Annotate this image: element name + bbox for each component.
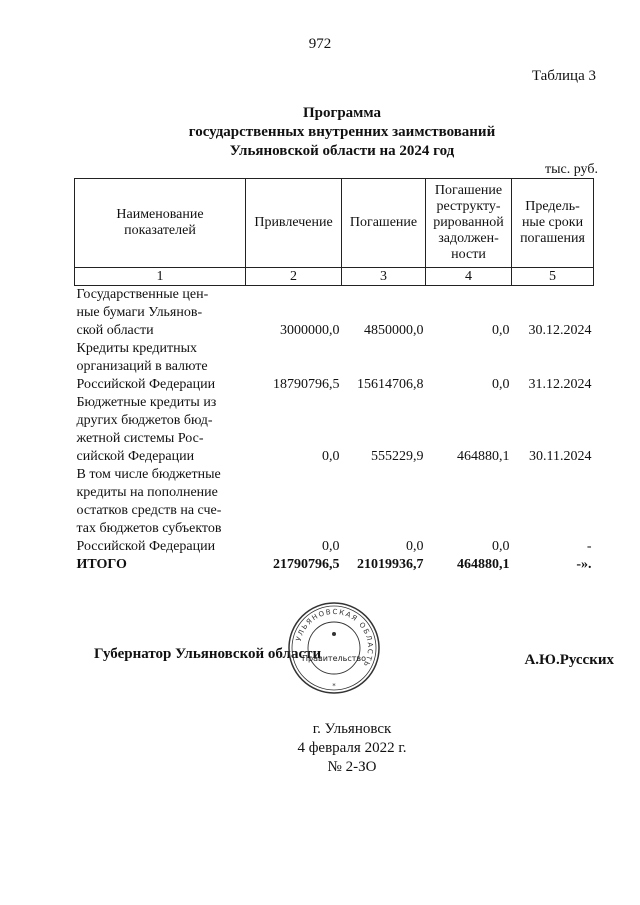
row-restructured: 0,0 xyxy=(492,539,510,554)
row-repayment: 15614706,8 xyxy=(357,377,424,392)
table-header-row xyxy=(75,179,594,268)
row-repayment: 0,0 xyxy=(406,539,424,554)
svg-text:Правительство: Правительство xyxy=(302,654,366,663)
table-label: Таблица 3 xyxy=(531,68,596,84)
svg-text:УЛЬЯНОВСКАЯ ОБЛАСТЬ: УЛЬЯНОВСКАЯ ОБЛАСТЬ xyxy=(294,607,375,669)
title-line-1: Программа xyxy=(303,105,381,121)
total-row xyxy=(75,556,594,574)
header-repayment: Погашение xyxy=(342,179,426,268)
header-name: Наименование показателей xyxy=(75,179,246,268)
row-name: В том числе бюджетные кредиты на пополнение остатков средств на сче- тах бюджетов субъектов Российской Федерации xyxy=(76,467,222,554)
row-deadline: - xyxy=(586,539,592,554)
row-attraction: 18790796,5 xyxy=(273,377,340,392)
header-deadline: Предель- ные сроки погашения xyxy=(512,179,594,268)
footer-city: г. Ульяновск xyxy=(312,721,392,737)
total-name: ИТОГО xyxy=(76,557,127,572)
row-attraction: 0,0 xyxy=(322,539,340,554)
page-number: 972 xyxy=(308,36,332,52)
row-repayment: 4850000,0 xyxy=(364,323,424,338)
units-label: тыс. руб. xyxy=(545,162,598,177)
table-row xyxy=(75,340,594,394)
total-restructured: 464880,1 xyxy=(457,557,510,572)
signatory-name: А.Ю.Русских xyxy=(524,652,614,668)
row-attraction: 0,0 xyxy=(322,449,340,464)
table-row xyxy=(75,286,594,341)
official-seal-icon xyxy=(286,600,382,696)
total-deadline: -». xyxy=(576,557,592,572)
column-number: 1 xyxy=(75,268,246,286)
row-restructured: 0,0 xyxy=(492,323,510,338)
row-attraction: 3000000,0 xyxy=(280,323,340,338)
row-deadline: 30.11.2024 xyxy=(529,449,592,464)
row-name: Бюджетные кредиты из других бюджетов бюд- жетной системы Рос- сийской Федерации xyxy=(76,395,217,464)
column-number: 2 xyxy=(246,268,342,286)
row-repayment: 555229,9 xyxy=(371,449,424,464)
title-line-2: государственных внутренних заимствований xyxy=(188,124,496,140)
row-restructured: 464880,1 xyxy=(457,449,510,464)
column-number-row xyxy=(75,268,594,286)
document-footer xyxy=(220,720,484,777)
column-number: 4 xyxy=(426,268,512,286)
document-title xyxy=(0,104,640,161)
total-repayment: 21019936,7 xyxy=(357,557,424,572)
row-restructured: 0,0 xyxy=(492,377,510,392)
column-number: 3 xyxy=(342,268,426,286)
signature-position: Губернатор Ульяновской области xyxy=(94,646,322,662)
header-attraction: Привлечение xyxy=(246,179,342,268)
row-name: Кредиты кредитных организаций в валюте Российской Федерации xyxy=(76,341,216,392)
row-deadline: 30.12.2024 xyxy=(528,323,592,338)
borrowing-table xyxy=(74,178,594,574)
table-row xyxy=(75,466,594,556)
footer-date: 4 февраля 2022 г. xyxy=(297,740,407,756)
table-row xyxy=(75,394,594,466)
header-restructured: Погашение реструкту- рированной задолжен- ности xyxy=(426,179,512,268)
title-line-3: Ульяновской области на 2024 год xyxy=(229,143,455,159)
column-number: 5 xyxy=(512,268,594,286)
row-name: Государственные цен- ные бумаги Ульянов- ской области xyxy=(76,287,209,338)
footer-number: № 2-ЗО xyxy=(327,759,377,775)
row-deadline: 31.12.2024 xyxy=(528,377,592,392)
total-attraction: 21790796,5 xyxy=(273,557,340,572)
svg-text:*: * xyxy=(332,682,336,690)
